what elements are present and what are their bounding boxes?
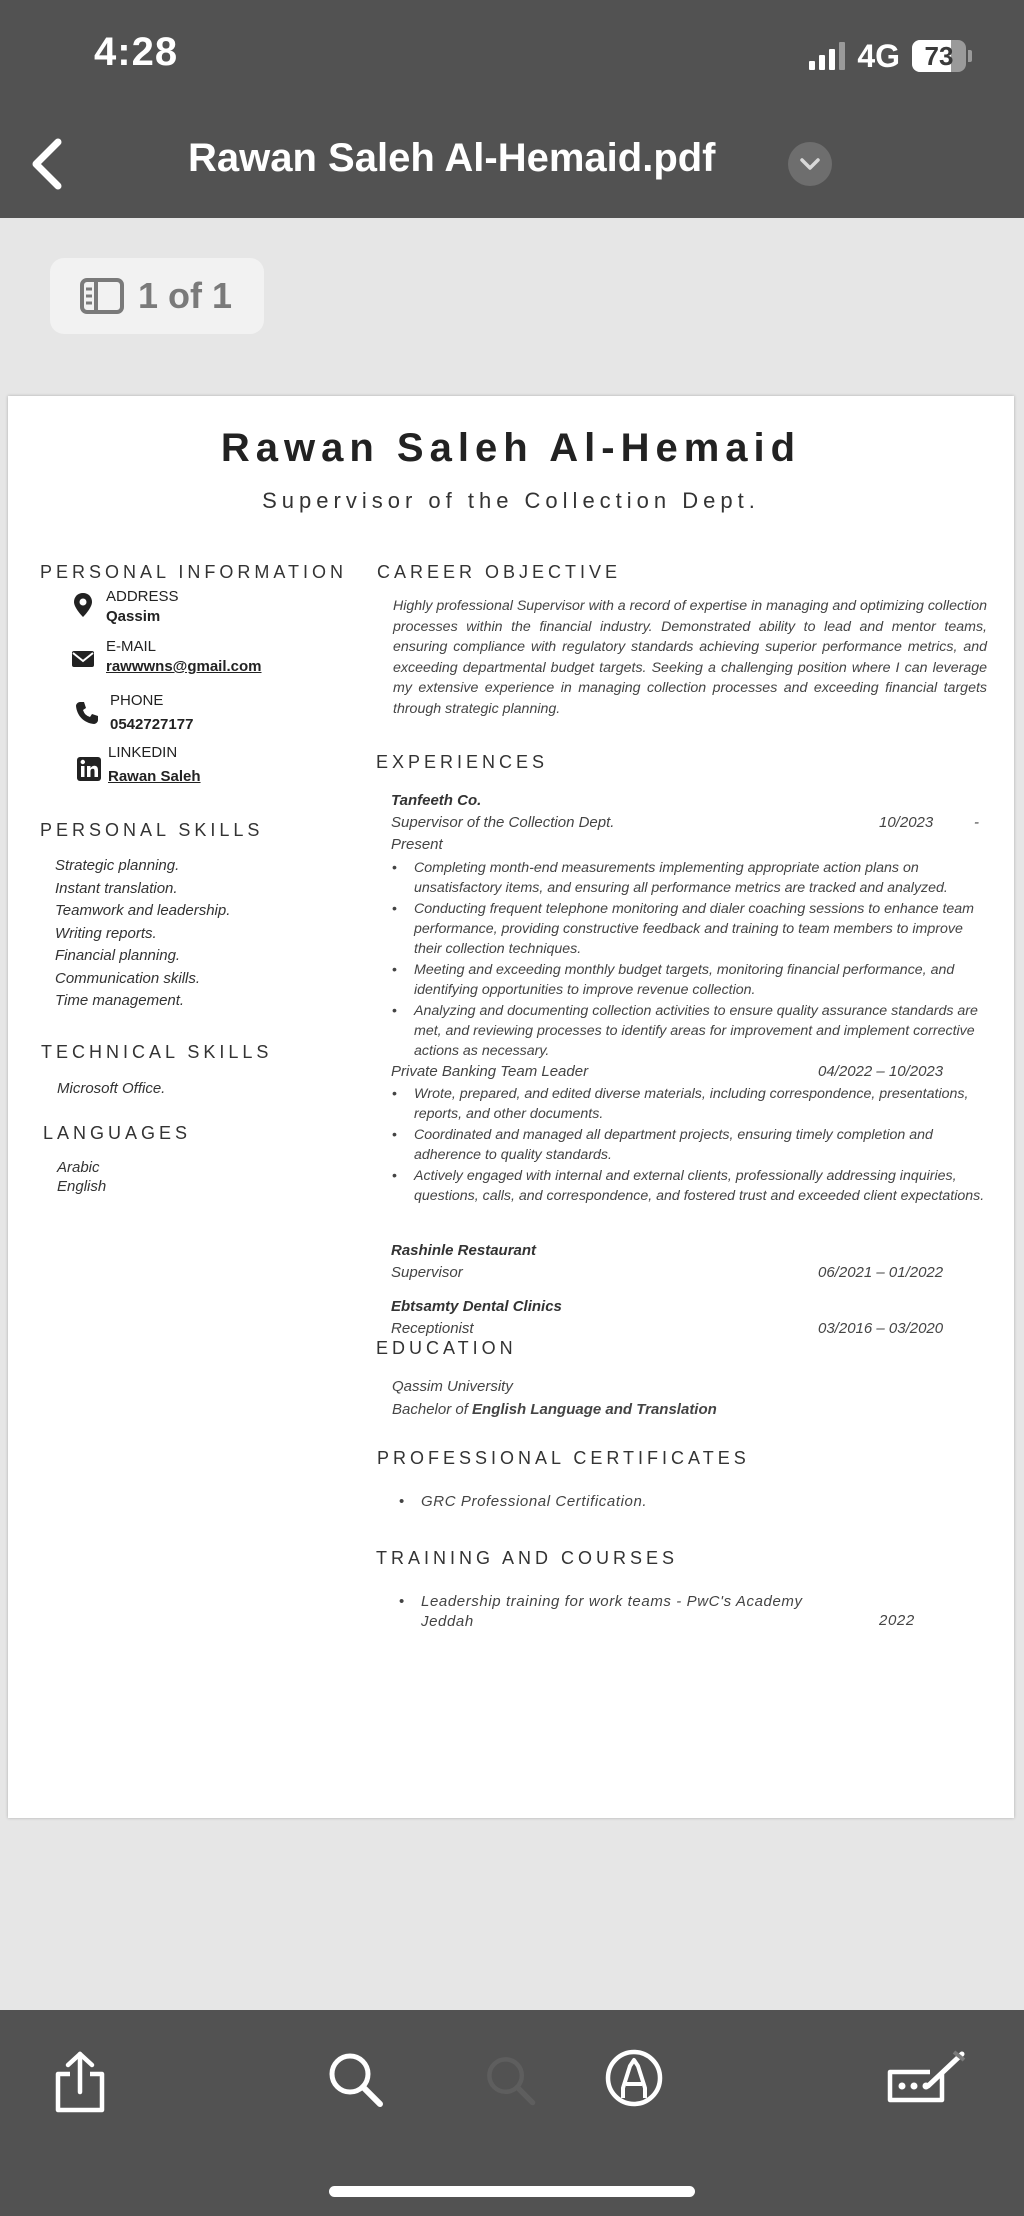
job-date: 06/2021 – 01/2022 (818, 1264, 944, 1281)
list-item: • Coordinated and managed all department projects, ensuring timely completion and adherence to quality standards. (414, 1125, 988, 1165)
cellular-signal-icon (809, 42, 845, 70)
title-menu-button[interactable] (788, 142, 832, 186)
page-indicator-button[interactable] (50, 258, 264, 334)
certificates-heading: PROFESSIONAL CERTIFICATES (377, 1448, 750, 1468)
job-role: Supervisor of the Collection Dept. (391, 814, 615, 831)
phone-icon (74, 700, 100, 726)
back-button[interactable] (28, 136, 68, 192)
share-button[interactable] (52, 2050, 108, 2119)
job-date-dash: - (974, 814, 979, 831)
list-item: Teamwork and leadership. (55, 902, 231, 919)
list-item: • Meeting and exceeding monthly budget targets, monitoring financial performance, and identifying opportunities to improve revenue collection. (414, 960, 988, 1000)
list-item: Instant translation. (55, 879, 178, 897)
sidebar-icon (80, 278, 124, 314)
job-role: Receptionist (391, 1320, 474, 1337)
company-name: Rashinle Restaurant (391, 1242, 537, 1259)
battery-icon (912, 40, 972, 72)
share-icon (52, 2050, 108, 2114)
list-item: Strategic planning. (55, 857, 180, 874)
search-button[interactable] (326, 2050, 386, 2115)
linkedin-link[interactable]: Rawan Saleh (108, 768, 201, 785)
degree-major: English Language and Translation (472, 1401, 717, 1418)
markup-button[interactable] (604, 2048, 664, 2113)
list-item: Writing reports. (55, 924, 157, 942)
status-time: 4:28 (94, 30, 179, 74)
list-item: • Completing month-end measurements implementing appropriate action plans on unsatisfactory items, and ensuring all performance metrics are tracked and analyzed. (414, 858, 988, 898)
list-item: Communication skills. (55, 969, 201, 987)
markup-icon (604, 2048, 664, 2108)
job-date-end: Present (391, 836, 443, 853)
resume-subtitle: Supervisor of the Collection Dept. (262, 488, 760, 513)
training-year: 2022 (879, 1612, 915, 1629)
training-item-line1: • Leadership training for work teams - PwC's Academy (421, 1593, 803, 1610)
technical-skills-list (57, 1078, 165, 1101)
list-item: • GRC Professional Certification. (421, 1492, 981, 1512)
email-link[interactable]: rawwwns@gmail.com (106, 658, 262, 675)
job-date: 03/2016 – 03/2020 (818, 1320, 944, 1337)
phone-value: 0542727177 (110, 716, 194, 733)
email-icon (70, 646, 96, 672)
training-item-line2: Jeddah (421, 1613, 474, 1630)
location-pin-icon (70, 592, 96, 618)
personal-info-heading: PERSONAL INFORMATION (40, 562, 348, 582)
linkedin-label: LINKEDIN (108, 744, 178, 761)
resume-name: Rawan Saleh Al-Hemaid (220, 426, 802, 470)
linkedin-icon (76, 756, 102, 782)
home-indicator (329, 2186, 695, 2197)
company-name: Ebtsamty Dental Clinics (391, 1298, 562, 1315)
job-date: 04/2022 – 10/2023 (818, 1063, 944, 1080)
career-objective-heading: CAREER OBJECTIVE (377, 562, 622, 582)
career-objective-text: Highly professional Supervisor with a record of expertise in managing and optimizing collection processes within the financial industry. Demonstrated ability to lead and mentor teams, ensuring compliance with regulatory standards achieving superior performance metrics, and exceeding departmental budget targets. Seeking a challenging position where I can leverage my extensive experience in managing collection processes and exceeding financial targets through strategic planning. (393, 598, 987, 717)
status-indicators (809, 36, 972, 76)
job-date: 10/2023 (879, 814, 934, 831)
network-type: 4G (857, 37, 900, 74)
training-heading: TRAINING AND COURSES (376, 1548, 679, 1568)
address-label: ADDRESS (106, 588, 179, 605)
list-item: • Actively engaged with internal and external clients, professionally addressing inquiries, questions, calls, and correspondence, and fostered trust and exceeded client expectations. (414, 1166, 988, 1206)
degree (392, 1401, 717, 1418)
degree-prefix: Bachelor of (392, 1401, 473, 1418)
list-item: • Wrote, prepared, and edited diverse materials, including correspondence, presentations, reports, and other documents. (414, 1084, 988, 1124)
list-item: Financial planning. (55, 947, 181, 964)
top-bar (0, 0, 1024, 218)
list-item: • Conducting frequent telephone monitoring and dialer coaching sessions to enhance team performance, providing constructive feedback and training to team members to improve their collection techniques. (414, 899, 988, 959)
battery-level: 73 (924, 40, 954, 71)
fill-sign-button[interactable] (884, 2048, 968, 2113)
chevron-down-icon (799, 157, 821, 171)
list-item: Microsoft Office. (57, 1080, 166, 1097)
list-item: Arabic (57, 1159, 100, 1176)
school-name: Qassim University (392, 1378, 513, 1395)
pdf-page[interactable] (8, 396, 1014, 1818)
page-count-label: 1 of 1 (138, 275, 233, 316)
search-ghost-icon (484, 2054, 538, 2113)
list-item: • Analyzing and documenting collection activities to ensure quality assurance standards are met, and reviewing processes to identify areas for improvement and implement corrective actions as necessary. (414, 1001, 988, 1061)
job-role: Supervisor (391, 1264, 463, 1281)
list-item: Time management. (55, 992, 185, 1009)
experiences-heading: EXPERIENCES (376, 752, 549, 772)
address-value: Qassim (106, 608, 161, 625)
job-role: Private Banking Team Leader (391, 1063, 589, 1080)
phone-label: PHONE (110, 692, 164, 709)
education-heading: EDUCATION (376, 1338, 517, 1358)
personal-skills-list (55, 855, 230, 1013)
list-item: English (57, 1178, 107, 1195)
company-name: Tanfeeth Co. (391, 792, 482, 809)
search-icon (326, 2050, 386, 2110)
document-title[interactable]: Rawan Saleh Al-Hemaid.pdf (188, 136, 716, 180)
languages-heading: LANGUAGES (43, 1123, 192, 1143)
technical-skills-heading: TECHNICAL SKILLS (41, 1042, 273, 1062)
email-label: E-MAIL (106, 638, 157, 655)
personal-skills-heading: PERSONAL SKILLS (40, 820, 264, 840)
chevron-left-icon (28, 136, 68, 192)
fill-sign-icon (884, 2048, 968, 2108)
languages-list (57, 1158, 106, 1196)
